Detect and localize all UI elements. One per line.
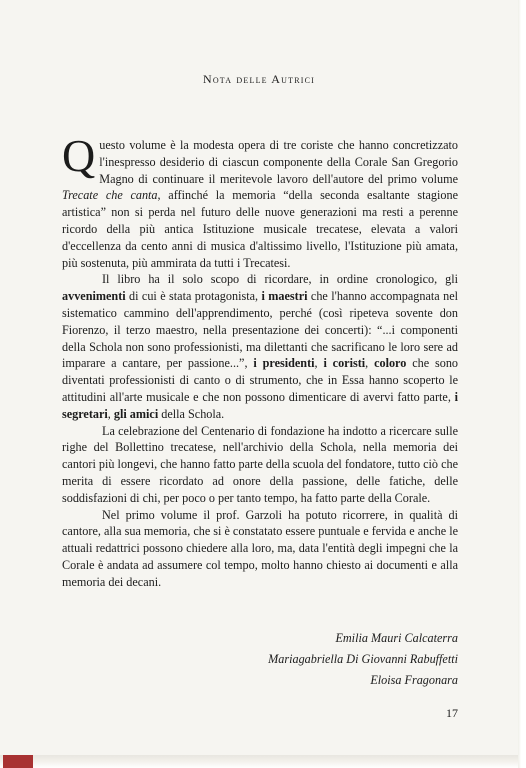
bold-term: i maestri	[261, 289, 308, 304]
author-signatures	[268, 628, 458, 691]
author-name: Eloisa Fragonara	[370, 673, 458, 687]
book-bottom-edge	[0, 755, 518, 768]
bold-term: avvenimenti	[62, 289, 126, 304]
paragraph-2-text: Il libro ha il solo scopo di ricordare, in ordine cronologico, gli	[102, 272, 458, 287]
paragraph-2-text: ,	[365, 356, 375, 371]
paragraph-2-text: che sono diventati professionisti di canto o di strumento, che in Essa hanno scoperto le attitudini all'arte musicale e che non possono dimenticare di avervi fatto parte,	[62, 356, 459, 404]
paragraph-2-text: che l'hanno accompagnata nel sistematico cammino dell'apprendimento, perché (così ripeteva sovente don Fiorenzo, il terzo maestro, nella presentazione dei concerti): “...i componenti della Schola non sono professionisti, ma dilettanti che sacrificano le loro sere ad imparare a cantare, per passione...”,	[62, 289, 458, 371]
bold-term: i coristi	[323, 356, 366, 371]
page-edge	[518, 0, 526, 768]
paragraph-1	[62, 130, 459, 271]
paragraph-2-text: ,	[314, 356, 324, 371]
author-name: Mariagabriella Di Giovanni Rabuffetti	[268, 652, 458, 666]
bold-term: coloro	[374, 356, 407, 371]
paragraph-2-text: della Schola.	[158, 406, 225, 421]
bold-term: i presidenti	[253, 356, 315, 371]
paragraph-1-text-b: , affinché la memoria “della seconda esaltante stagione artistica” non si perda nel futuro delle nuove generazioni ma resti a perenne ricordo della più antica Istituzione musicale trecatese, elevata a valori d'eccellenza da cento anni di musica d'altissimo livello, l'Istituzione più amata, più sostenuta, più ammirata da tutti i Trecatesi.	[62, 188, 459, 270]
paragraph-4: Nel primo volume il prof. Garzoli ha potuto ricorrere, in qualità di cantore, alla sua memoria, che si è constatato essere puntuale e fervida e anche le attuali redattrici possono chiedere alla loro, ma, data l'entità degli impegni che la Corale è andata ad assumere col tempo, molto hanno chiesto ai documenti e alla memoria dei decani.	[62, 507, 458, 589]
bold-term: i segretari	[62, 389, 458, 421]
page-heading: Nota delle Autrici	[202, 72, 316, 86]
book-title: Trecate che canta	[62, 188, 158, 203]
page-number: 17	[446, 706, 458, 720]
bold-term: gli amici	[113, 406, 159, 421]
paragraph-2-text: di cui è stata protagonista,	[125, 289, 262, 304]
author-name: Emilia Mauri Calcaterra	[335, 631, 458, 645]
red-cover-edge	[3, 755, 33, 768]
paragraph-2	[62, 271, 458, 422]
paragraph-3: La celebrazione del Centenario di fondazione ha indotto a ricercare sulle righe del Bollettino trecatese, nell'archivio della Schola, nella memoria dei cantori più longevi, che hanno fatto parte della scuola del fondatore, tutto ciò che merita di essere ricordato ad onore della passione, delle fatiche, delle soddisfazioni di chi, per poco o per tanto tempo, ha fatto parte della Corale.	[62, 423, 458, 505]
paragraph-1-text-a: uesto volume è la modesta opera di tre coriste che hanno concretizzato l'inespresso desiderio di ciascun componente della Corale San Gregorio Magno di continuare il meritevole lavoro dell'autore del primo volume	[99, 138, 458, 186]
drop-cap: Q	[62, 130, 96, 181]
paragraph-2-text: ,	[107, 406, 114, 421]
note-body	[62, 130, 459, 591]
